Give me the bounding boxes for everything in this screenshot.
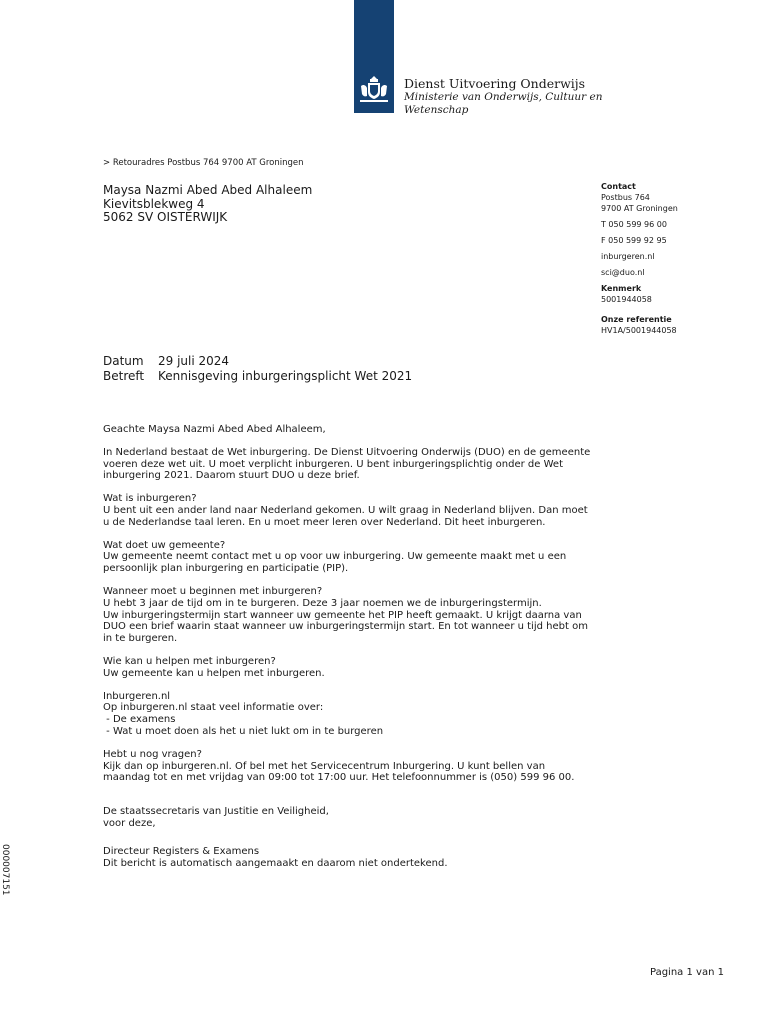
ministry-name-line1: Ministerie van Onderwijs, Cultuur en bbox=[404, 91, 603, 103]
page-number: Pagina 1 van 1 bbox=[650, 967, 724, 978]
salutation: Geachte Maysa Nazmi Abed Abed Alhaleem, bbox=[103, 424, 326, 435]
side-code-text: 000007151 bbox=[0, 844, 10, 896]
contact-fax: F 050 599 92 95 bbox=[601, 236, 667, 245]
org-header bbox=[404, 76, 603, 117]
kenmerk-value: 5001944058 bbox=[601, 295, 652, 304]
kenmerk-label: Kenmerk bbox=[601, 284, 642, 293]
recipient-street: Kievitsblekweg 4 bbox=[103, 196, 205, 211]
contact-email[interactable]: sci@duo.nl bbox=[601, 268, 645, 277]
contact-sidebar bbox=[601, 181, 761, 336]
date-label: Datum bbox=[103, 354, 144, 368]
signer-note: Dit bericht is automatisch aangemaakt en daarom niet ondertekend. bbox=[103, 857, 448, 869]
contact-postbus: Postbus 764 bbox=[601, 193, 650, 202]
section-text: Uw inburgeringstermijn start wanneer uw gemeente het PIP heeft gemaakt. U krijgt daarna van DUO een brief waarin staat wanneer uw inburgeringstermijn start. En tot wanneer u tijd hebt om in te burgeren. bbox=[103, 609, 588, 645]
section-heading: Wanneer moet u beginnen met inburgeren? bbox=[103, 585, 323, 597]
recipient-city: 5062 SV OISTERWIJK bbox=[103, 210, 228, 224]
subject-value: Kennisgeving inburgeringsplicht Wet 2021 bbox=[158, 369, 413, 383]
contact-phone: T 050 599 96 00 bbox=[601, 220, 667, 229]
section-text: Kijk dan op inburgeren.nl. Of bel met het Servicecentrum Inburgering. U kunt bellen van maandag tot en met vrijdag van 09:00 tot 17:00 uur. Het telefoonnummer is (050) 599 96 00. bbox=[103, 760, 575, 784]
contact-web[interactable]: inburgeren.nl bbox=[601, 252, 655, 261]
recipient-name: Maysa Nazmi Abed Abed Alhaleem bbox=[103, 183, 313, 197]
date-value: 29 juli 2024 bbox=[158, 354, 230, 368]
contact-postcode: 9700 AT Groningen bbox=[601, 204, 678, 213]
closing-line: De staatssecretaris van Justitie en Veiligheid, bbox=[103, 806, 329, 818]
reference-label: Onze referentie bbox=[601, 315, 672, 324]
crest-logo bbox=[356, 72, 392, 106]
section-heading: Hebt u nog vragen? bbox=[103, 748, 202, 760]
intro-paragraph: In Nederland bestaat de Wet inburgering. De Dienst Uitvoering Onderwijs (DUO) en de gemeente voeren deze wet uit. U moet verplicht inburgeren. U bent inburgeringsplichtig onder de Wet inburgering 2021. Daarom stuurt DUO u deze brief. bbox=[103, 446, 591, 482]
document-side-code bbox=[0, 816, 50, 896]
letter-body bbox=[103, 424, 593, 869]
reference-value: HV1A/5001944058 bbox=[601, 326, 677, 335]
section-text: Uw gemeente kan u helpen met inburgeren. bbox=[103, 667, 325, 679]
section-heading: Wat is inburgeren? bbox=[103, 493, 197, 505]
contact-label: Contact bbox=[601, 182, 636, 191]
section-text: Op inburgeren.nl staat veel informatie over: bbox=[103, 702, 324, 714]
list-item: - De examens bbox=[103, 714, 176, 726]
section-heading: Wat doet uw gemeente? bbox=[103, 539, 226, 551]
section-heading: Inburgeren.nl bbox=[103, 690, 171, 702]
return-address: > Retouradres Postbus 764 9700 AT Groningen bbox=[103, 158, 304, 168]
recipient-address bbox=[103, 184, 312, 225]
section-text: Uw gemeente neemt contact met u op voor uw inburgering. Uw gemeente maakt met u een persoonlijk plan inburgering en participatie (PIP). bbox=[103, 551, 567, 575]
section-heading: Wie kan u helpen met inburgeren? bbox=[103, 655, 276, 667]
ministry-name-line2: Wetenschap bbox=[404, 104, 469, 116]
subject-label: Betreft bbox=[103, 369, 145, 383]
section-text: U hebt 3 jaar de tijd om in te burgeren. Deze 3 jaar noemen we de inburgeringstermijn. bbox=[103, 597, 542, 609]
list-item: - Wat u moet doen als het u niet lukt om in te burgeren bbox=[103, 725, 384, 737]
signer-title: Directeur Registers & Examens bbox=[103, 845, 260, 857]
closing-line: voor deze, bbox=[103, 817, 156, 829]
section-text: U bent uit een ander land naar Nederland gekomen. U wilt graag in Nederland blijven. Dan moet u de Nederlandse taal leren. En u moet meer leren over Nederland. Dit heet inburgeren. bbox=[103, 504, 588, 528]
org-name: Dienst Uitvoering Onderwijs bbox=[404, 76, 586, 91]
letter-meta bbox=[103, 354, 412, 384]
